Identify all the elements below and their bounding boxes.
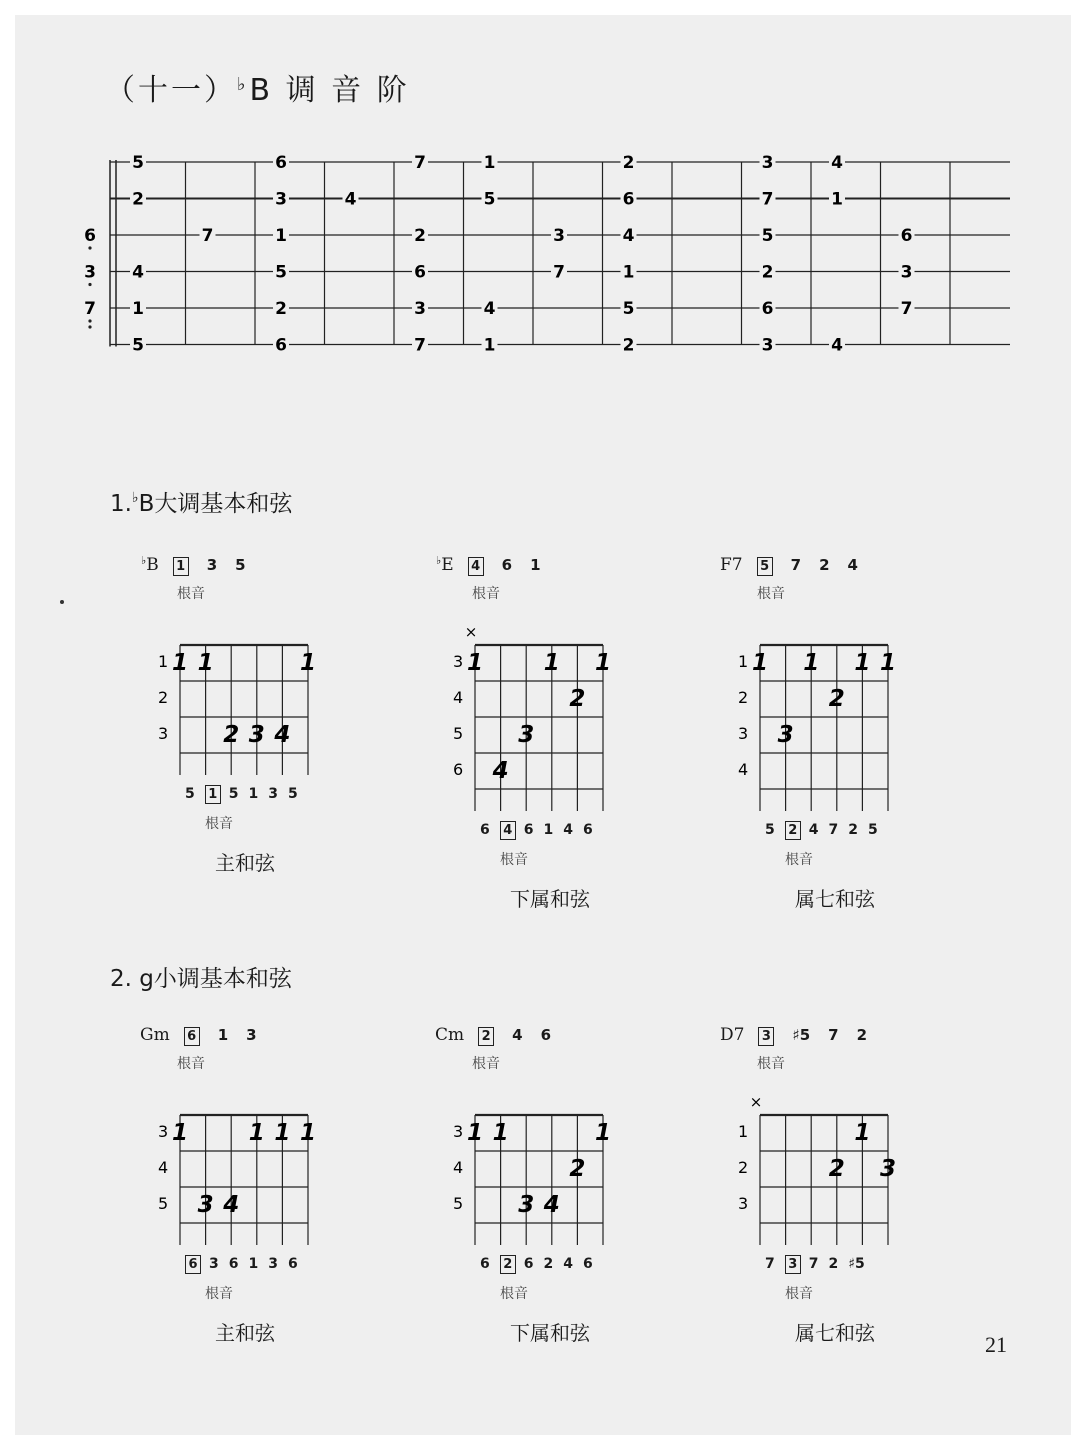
bottom-note: 7 [828,822,839,838]
chord-root-label: 根音 [472,586,500,602]
chord-fretboard [725,620,913,826]
bottom-note: 2 [500,1255,516,1274]
bottom-note: 4 [563,822,573,838]
chord-bottom-root-label: 根音 [500,852,528,868]
scale-note: 7 [201,226,214,246]
finger-number: 1 [492,1120,509,1146]
chord-fret-number: 3 [158,724,169,743]
chord-bottom-root-label: 根音 [500,1286,528,1302]
section1-number: 1. [110,491,132,517]
scale-note: 5 [483,189,496,210]
title-main: B 调 音 阶 [249,73,410,108]
bottom-note: 2 [785,821,801,840]
chord-note: 4 [512,1026,523,1044]
scale-note: 7 [553,262,565,283]
bottom-note: 4 [563,1256,573,1272]
bottom-note: 6 [288,1256,298,1272]
muted-string-mark: × [464,623,478,641]
chord-note: 1 [217,1026,229,1044]
page-number: 21 [985,1332,1007,1357]
scale-note: 6 [275,153,287,173]
scale-note: 6 [622,189,635,210]
chord-fret-number: 3 [738,1194,749,1213]
finger-number: 2 [223,722,240,748]
chord-header [435,555,541,576]
chord-fret-number: 3 [453,652,464,671]
chord-fret-number: 5 [453,724,464,743]
page-sheet [15,15,1071,1435]
chord-bottom-root-label: 根音 [785,852,813,868]
bottom-note: 6 [480,1256,490,1272]
scale-open-string-label: 3 [84,262,96,283]
chord-note: ♯5 [792,1026,811,1044]
chord-name: E [441,555,454,575]
chord-note: 3 [246,1026,257,1044]
scale-fretboard-diagram [70,150,1020,390]
scale-note: 1 [831,189,843,210]
bottom-note: 1 [248,786,259,802]
bottom-note: 5 [765,822,775,838]
finger-number: 1 [248,1120,265,1146]
chord-function-label: 主和弦 [215,1321,275,1345]
chord-bottom-root-label: 根音 [205,1286,233,1302]
bottom-note: 1 [248,1256,259,1272]
chord-fretboard [145,620,333,790]
chord-header [720,555,858,576]
chord-bottom-root-label: 根音 [205,816,233,832]
bottom-note: 4 [808,822,819,838]
scale-note: 4 [622,226,635,246]
scale-note: 4 [831,335,843,356]
chord-header [435,1025,551,1046]
scale-note: 4 [831,153,843,173]
scale-note: 4 [132,262,144,283]
chord-fret-number: 6 [453,760,464,779]
bottom-note: 1 [205,785,221,804]
title-prefix: （十一） [105,73,237,108]
chord-header [720,1025,867,1046]
chord-bottom-notes [765,1255,875,1274]
chord-function-label: 下属和弦 [510,887,590,911]
chord-bottom-notes [480,1255,603,1274]
finger-number: 2 [828,686,845,712]
scale-note: 6 [761,299,774,319]
scale-note: 5 [622,299,635,319]
finger-number: 3 [518,722,535,748]
bottom-note: 5 [868,822,878,838]
finger-number: 2 [569,1156,586,1182]
scale-note: 5 [132,153,144,173]
chord-fret-number: 5 [453,1194,464,1213]
chord-bottom-root-label: 根音 [785,1286,813,1302]
scale-low-dot [88,319,91,322]
scale-low-dot [88,246,91,249]
chord-bottom-notes [480,821,603,840]
chord-name: D7 [720,1025,745,1045]
scale-note: 7 [414,335,426,356]
chord-fret-number: 2 [738,688,749,707]
scale-note: 5 [132,335,144,356]
scale-note: 4 [483,299,496,319]
chord-root-label: 根音 [177,1056,205,1072]
bottom-note: 5 [288,786,298,802]
bottom-note: 4 [500,821,516,840]
finger-number: 4 [543,1192,560,1218]
chord-root-box: 5 [757,557,773,576]
finger-number: 1 [299,1120,317,1146]
chord-fretboard [145,1090,333,1260]
chord-bottom-notes [185,1255,308,1274]
finger-number: 1 [171,1120,189,1146]
bottom-note: 5 [185,786,195,802]
chord-fret-number: 4 [738,760,749,779]
scale-note: 2 [132,189,144,210]
section2-number: 2. [110,966,132,992]
chord-fret-number: 3 [453,1122,464,1141]
finger-number: 3 [197,1192,214,1218]
scale-note: 1 [483,153,496,173]
scale-note: 1 [275,226,287,246]
finger-number: 2 [569,686,586,712]
bottom-note: 2 [543,1256,554,1272]
chord-note: 2 [819,556,830,574]
chord-root-label: 根音 [757,1056,785,1072]
scale-note: 7 [414,153,426,173]
chord-note: 2 [856,1026,868,1044]
finger-number: 3 [777,722,794,748]
chord-note: 6 [540,1026,552,1044]
chord-name: B [146,555,159,575]
chord-fretboard [725,1090,913,1260]
finger-number: 4 [492,758,509,784]
chord-fret-number: 1 [738,1122,749,1141]
bottom-note: 3 [268,786,278,802]
scale-note: 1 [483,335,496,356]
bottom-note: 3 [209,1256,219,1272]
finger-number: 1 [751,650,769,676]
chord-fret-number: 1 [738,652,749,671]
scale-note: 6 [275,335,287,356]
chord-root-label: 根音 [177,586,205,602]
section1-title [110,485,292,518]
section1-title-text: B大调基本和弦 [138,491,293,517]
stray-dot [60,600,64,604]
chord-fret-number: 5 [158,1194,169,1213]
scale-note: 6 [900,226,913,246]
chord-root-box: 1 [173,557,189,576]
chord-fretboard [440,1090,628,1260]
finger-number: 1 [274,1120,291,1146]
chord-function-label: 属七和弦 [795,1321,875,1345]
bottom-note: 5 [228,786,239,802]
finger-number: 4 [274,722,291,748]
bottom-note: 6 [480,822,490,838]
chord-root-label: 根音 [757,586,785,602]
scale-note: 7 [900,299,913,319]
scale-note: 3 [900,262,913,283]
bottom-note: 6 [583,1256,593,1272]
chord-fretboard [440,620,628,826]
chord-fret-number: 2 [158,688,169,707]
scale-note: 1 [622,262,635,283]
chord-function-label: 下属和弦 [510,1321,590,1345]
scale-note: 6 [414,262,426,283]
bottom-note: 1 [543,822,554,838]
finger-number: 4 [223,1192,240,1218]
bottom-note: 3 [785,1255,801,1274]
chord-name: Cm [435,1025,465,1045]
chord-name: Gm [140,1025,170,1045]
finger-number: 2 [828,1156,845,1182]
scale-note: 2 [622,153,635,173]
bottom-note: 3 [268,1256,278,1272]
chord-root-box: 4 [468,557,484,576]
chord-fret-number: 4 [158,1158,169,1177]
bottom-note: 6 [583,822,593,838]
section2-title-text: g小调基本和弦 [139,966,292,992]
bottom-note: 7 [808,1256,819,1272]
chord-name: F7 [720,555,743,575]
chord-fret-number: 4 [453,1158,464,1177]
chord-bottom-notes [765,821,888,840]
chord-fret-number: 3 [158,1122,169,1141]
finger-number: 1 [594,1120,612,1146]
bottom-note: 2 [848,822,858,838]
finger-number: 1 [466,650,484,676]
chord-note: 1 [530,556,541,574]
chord-root-box: 2 [478,1027,494,1046]
scale-note: 2 [275,299,287,319]
scale-note: 5 [761,226,774,246]
finger-number: 1 [197,650,214,676]
scale-low-dot [88,283,91,286]
finger-number: 3 [248,722,265,748]
page-title [105,65,410,109]
finger-number: 1 [594,650,612,676]
scale-open-string-label: 6 [84,226,96,246]
chord-root-box: 6 [184,1027,200,1046]
chord-header [140,555,246,576]
chord-root-box: 3 [758,1027,774,1046]
scale-note: 3 [761,335,774,356]
section1-flat-sign: ♭ [131,490,139,506]
chord-note: 4 [847,556,858,574]
finger-number: 1 [299,650,317,676]
finger-number: 1 [803,650,820,676]
finger-number: 1 [879,650,897,676]
finger-number: 1 [854,1120,871,1146]
finger-number: 1 [543,650,560,676]
chord-note: 5 [235,556,246,574]
scale-low-dot [88,325,91,328]
section2-title [110,960,292,993]
bottom-note: 6 [228,1256,239,1272]
bottom-note: 6 [185,1255,201,1274]
bottom-note: 2 [828,1256,839,1272]
bottom-note: ♯5 [848,1256,865,1272]
chord-name-flat: ♭ [436,554,442,567]
bottom-note: 7 [765,1256,775,1272]
scale-note: 2 [761,262,774,283]
finger-number: 1 [466,1120,484,1146]
chord-note: 3 [206,556,218,574]
bottom-note: 6 [523,1256,534,1272]
chord-function-label: 属七和弦 [795,887,875,911]
chord-note: 7 [790,556,802,574]
bottom-note: 6 [523,822,534,838]
finger-number: 1 [854,650,871,676]
finger-number: 1 [171,650,189,676]
finger-number: 3 [518,1192,535,1218]
chord-fret-number: 3 [738,724,749,743]
title-flat-sign: ♭ [237,74,249,95]
chord-root-label: 根音 [472,1056,500,1072]
scale-note: 5 [275,262,287,283]
chord-name-flat: ♭ [141,554,147,567]
chord-fret-number: 1 [158,652,169,671]
scale-note: 2 [622,335,635,356]
scale-open-string-label: 7 [84,299,96,319]
chord-note: 7 [828,1026,839,1044]
scale-note: 7 [761,189,774,210]
scale-note: 3 [414,299,426,319]
chord-fret-number: 2 [738,1158,749,1177]
scale-note: 3 [553,226,565,246]
muted-string-mark: × [749,1093,763,1111]
finger-number: 3 [879,1156,897,1182]
chord-fret-number: 4 [453,688,464,707]
scale-note: 1 [132,299,144,319]
chord-function-label: 主和弦 [215,851,275,875]
chord-note: 6 [501,556,513,574]
scale-note: 4 [344,189,357,210]
chord-header [140,1025,257,1046]
chord-bottom-notes [185,785,308,804]
scale-note: 3 [761,153,774,173]
scale-note: 3 [275,189,287,210]
scale-note: 2 [414,226,426,246]
